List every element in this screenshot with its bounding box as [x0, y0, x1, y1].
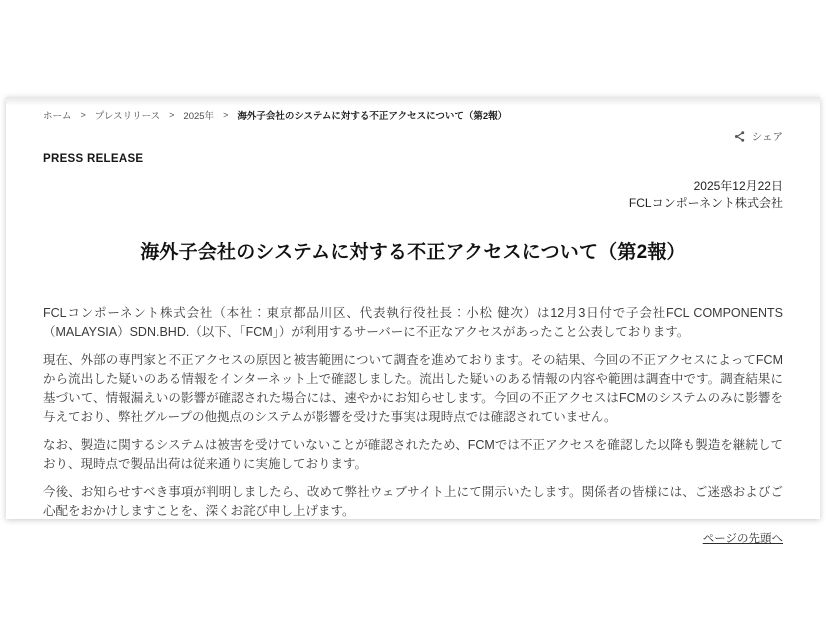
share-row — [43, 129, 783, 144]
release-meta — [43, 178, 783, 212]
breadcrumb — [43, 108, 783, 122]
body-paragraph-2: 現在、外部の専門家と不正アクセスの原因と被害範囲について調査を進めております。その結果、今回の不正アクセスによってFCMから流出した疑いのある情報をインターネット上で確認しました。流出した疑いのある情報の内容や範囲は調査中です。調査結果に基づいて、情報漏えいの影響が確認された場合には、速やかにお知らせします。今回の不正アクセスはFCMのシステムのみに影響を与えており、弊社グループの他拠点のシステムが影響を受けた事実は現時点では確認されていません。 — [43, 353, 783, 424]
breadcrumb-year[interactable]: 2025年 — [183, 111, 215, 122]
body-paragraph-3: なお、製造に関するシステムは被害を受けていないことが確認されたため、FCMでは不正アクセスを確認した以降も製造を継続しており、現時点で製品出荷は従来通りに実施しております。 — [43, 438, 783, 471]
release-body — [43, 304, 783, 521]
breadcrumb-separator: > — [169, 110, 175, 120]
breadcrumb-separator: > — [223, 110, 229, 120]
company-name: FCLコンポーネント株式会社 — [628, 196, 783, 210]
share-button[interactable] — [733, 129, 783, 144]
page-top-link[interactable]: ページの先頭へ — [702, 533, 783, 545]
share-label: シェア — [751, 131, 783, 143]
breadcrumb-current-page: 海外子会社のシステムに対する不正アクセスについて（第2報） — [237, 111, 508, 122]
share-icon — [733, 130, 746, 143]
release-date: 2025年12月22日 — [693, 179, 783, 193]
breadcrumb-separator: > — [80, 110, 86, 120]
pagetop-row — [43, 530, 783, 546]
breadcrumb-press-release[interactable]: プレスリリース — [94, 111, 161, 122]
top-gradient-divider — [6, 97, 820, 106]
body-paragraph-4: 今後、お知らせすべき事項が判明しましたら、改めて弊社ウェブサイト上にて開示いたします。関係者の皆様には、ご迷惑およびご心配をおかけしますことを、深くお詫び申し上げます。 — [43, 485, 783, 518]
press-release-page — [6, 97, 820, 545]
breadcrumb-home[interactable]: ホーム — [43, 111, 72, 122]
body-paragraph-1: FCLコンポーネント株式会社（本社：東京都品川区、代表執行役社長：小松 健次）は12月3日付で子会社FCL COMPONENTS（MALAYSIA）SDN.BHD.（以下、「FCM」）が利用するサーバーに不正なアクセスがあったこと公表しております。 — [43, 306, 783, 339]
press-release-label: PRESS RELEASE — [43, 153, 144, 165]
page-title: 海外子会社のシステムに対する不正アクセスについて（第2報） — [140, 242, 686, 263]
